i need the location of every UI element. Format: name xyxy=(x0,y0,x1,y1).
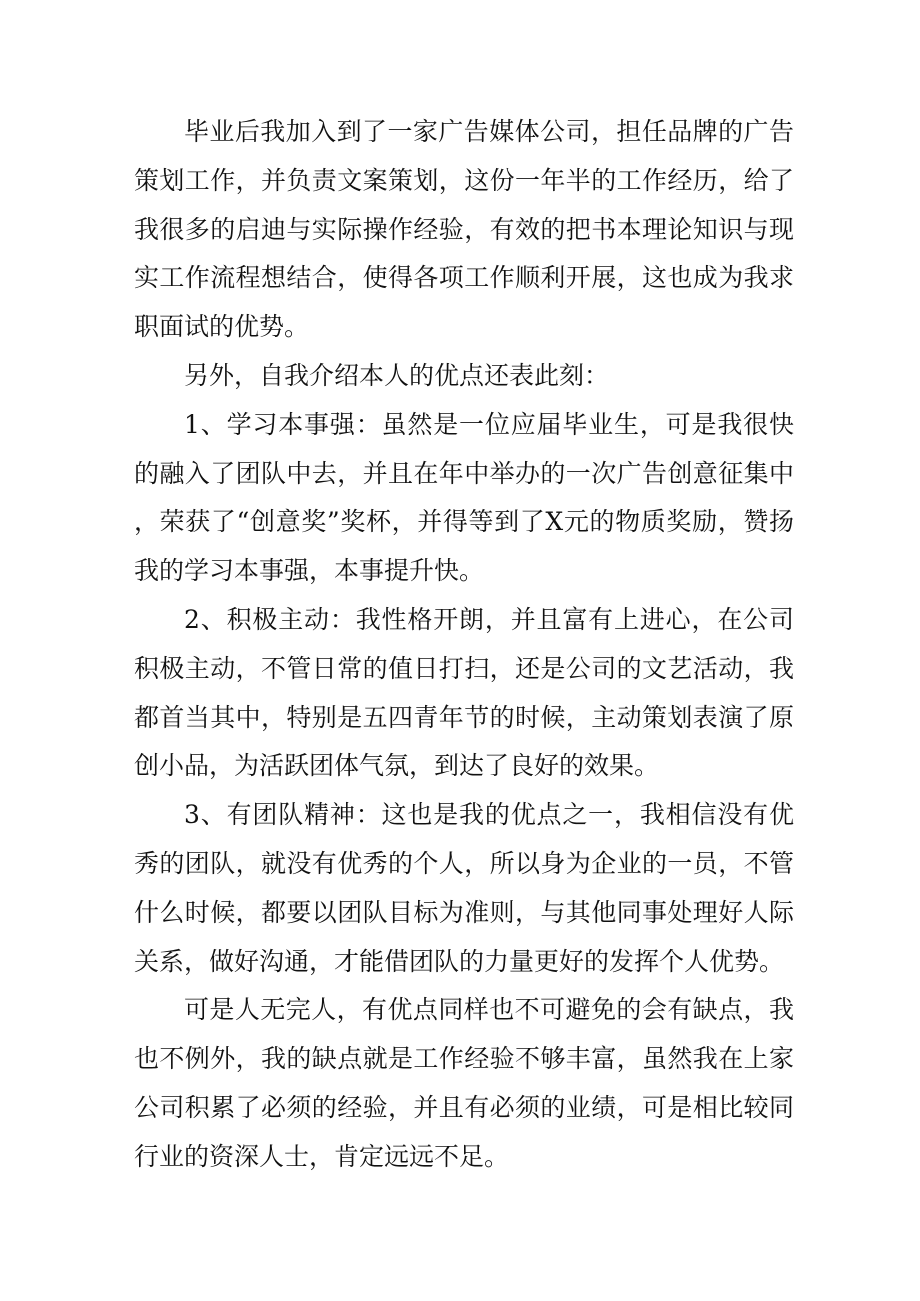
document-body xyxy=(134,108,794,1182)
paragraph-strength-learning: 1、学习本事强：虽然是一位应届毕业生，可是我很快的融入了团队中去，并且在年中举办的一次广告创意征集中，荣获了“创意奖”奖杯，并得等到了X元的物质奖励，赞扬我的学习本事强，本事提升快。 xyxy=(134,409,794,586)
paragraph-strength-teamwork: 3、有团队精神：这也是我的优点之一，我相信没有优秀的团队，就没有优秀的个人，所以身为企业的一员，不管什么时候，都要以团队目标为准则，与其他同事处理好人际关系，做好沟通，才能借团队的力量更好的发挥个人优势。 xyxy=(134,800,794,976)
paragraph-strength-initiative: 2、积极主动：我性格开朗，并且富有上进心，在公司积极主动，不管日常的值日打扫，还是公司的文艺活动，我都首当其中，特别是五四青年节的时候，主动策划表演了原创小品，为活跃团体气氛，到达了良好的效果。 xyxy=(134,604,794,781)
paragraph-weakness: 可是人无完人，有优点同样也不可避免的会有缺点，我也不例外，我的缺点就是工作经验不够丰富，虽然我在上家公司积累了必须的经验，并且有必须的业绩，可是相比较同行业的资深人士，肯定远远不足。 xyxy=(134,995,794,1171)
paragraph-work-experience: 毕业后我加入到了一家广告媒体公司，担任品牌的广告策划工作，并负责文案策划，这份一年半的工作经历，给了我很多的启迪与实际操作经验，有效的把书本理论知识与现实工作流程想结合，使得各项工作顺利开展，这也成为我求职面试的优势。 xyxy=(134,117,794,342)
paragraph-strengths-intro: 另外，自我介绍本人的优点还表此刻： xyxy=(184,360,610,390)
